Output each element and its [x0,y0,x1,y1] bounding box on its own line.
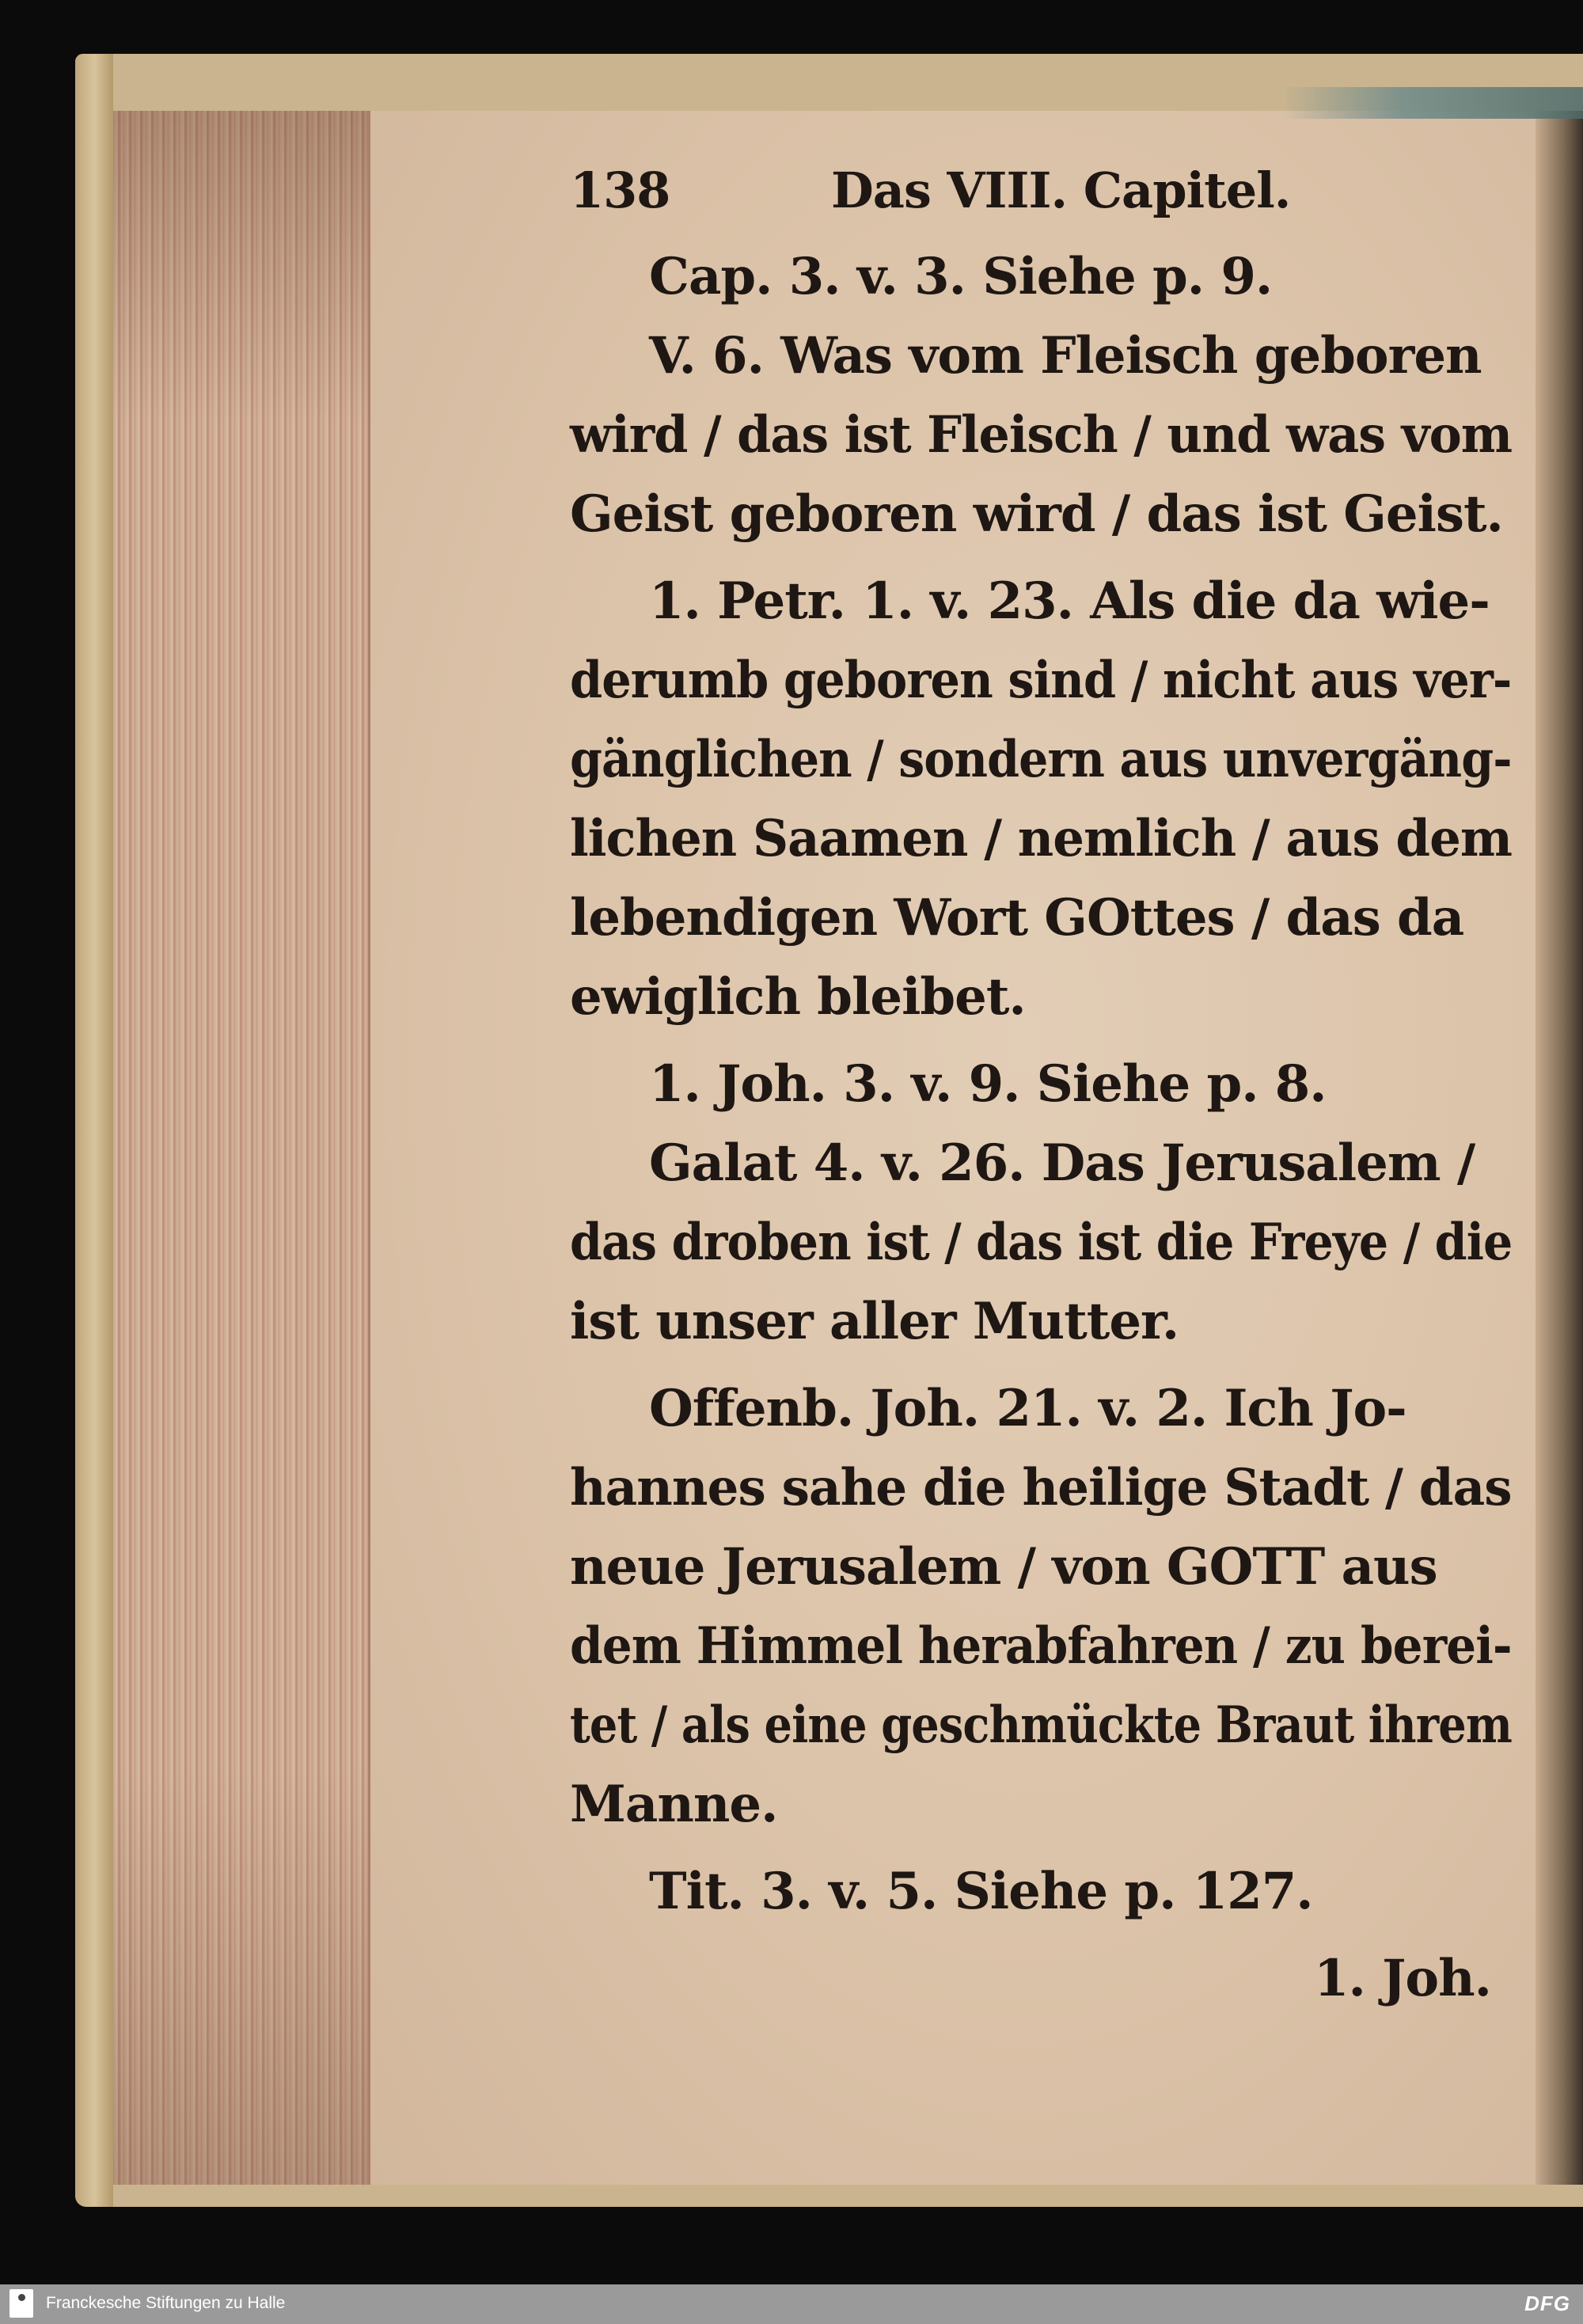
text-line: tet / als eine geschmückte Braut ihrem [570,1696,1512,1755]
catchword: 1. Joh. [1314,1949,1491,2008]
text-line: V. 6. Was vom Fleisch geboren [649,326,1482,385]
page-gutter [1536,111,1583,2185]
chapter-title: Das VIII. Capitel. [831,161,1291,219]
funder-logo: DFG [1524,2292,1570,2315]
text-line: lichen Saamen / nemlich / aus dem [570,809,1512,868]
text-line: 1. Petr. 1. v. 23. Als die da wie- [649,572,1490,631]
text-line: wird / das ist Fleisch / und was vom [570,405,1513,465]
text-line: hannes sahe die heilige Stadt / das [570,1458,1512,1517]
text-line: das droben ist / das ist die Freye / die [570,1213,1513,1272]
page-number: 138 [570,161,670,219]
text-line: gänglichen / sondern aus unvergäng- [570,730,1512,789]
text-line: Geist geboren wird / das ist Geist. [570,484,1503,544]
footer-bar [0,2284,1583,2324]
text-line: ist unser aller Mutter. [570,1292,1179,1351]
text-line: Manne. [570,1775,778,1834]
text-line: lebendigen Wort GOttes / das da [570,888,1464,947]
text-line: ewiglich bleibet. [570,967,1026,1027]
text-line: dem Himmel herabfahren / zu berei- [570,1616,1512,1676]
institution-name: Franckesche Stiftungen zu Halle [46,2294,286,2312]
text-line: Tit. 3. v. 5. Siehe p. 127. [649,1862,1313,1921]
text-line: 1. Joh. 3. v. 9. Siehe p. 8. [649,1054,1327,1114]
text-line: derumb geboren sind / nicht aus ver- [570,651,1512,710]
book-spine-edge [75,54,113,2207]
text-line: Offenb. Joh. 21. v. 2. Ich Jo- [649,1379,1406,1438]
facing-page-edge [1282,87,1583,119]
text-line: Galat 4. v. 26. Das Jerusalem / [649,1134,1475,1193]
institution-logo-icon [9,2289,33,2318]
page-stack-shade [113,111,368,2185]
text-line: Cap. 3. v. 3. Siehe p. 9. [649,247,1273,306]
text-line: neue Jerusalem / von GOTT aus [570,1537,1437,1597]
